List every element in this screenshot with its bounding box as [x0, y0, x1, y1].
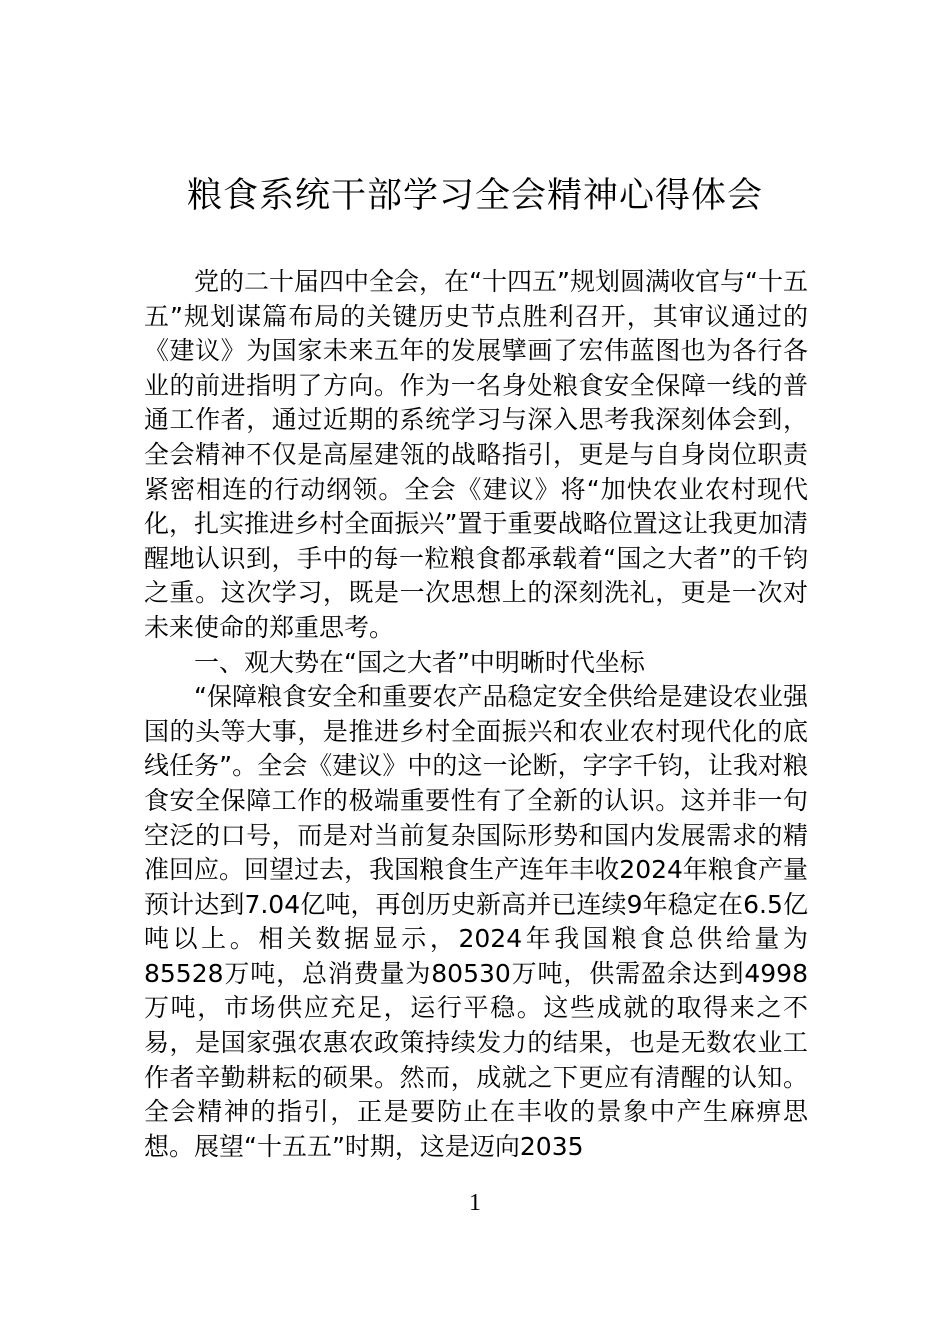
document-body — [144, 265, 808, 1164]
paragraph-section-1: “保障粮食安全和重要农产品稳定安全供给是建设农业强国的头等大事，是推进乡村全面振兴和农业农村现代化的底线任务”。全会《建议》中的这一论断，字字千钧，让我对粮食安全保障工作的极端重要性有了全新的认识。这并非一句空泛的口号，而是对当前复杂国际形势和国内发展需求的精准回应。回望过去，我国粮食生产连年丰收2024年粮食产量预计达到7.04亿吨，再创历史新高并已连续9年稳定在6.5亿吨以上。相关数据显示，2024年我国粮食总供给量为85528万吨，总消费量为80530万吨，供需盈余达到4998万吨，市场供应充足，运行平稳。这些成就的取得来之不易，是国家强农惠农政策持续发力的结果，也是无数农业工作者辛勤耕耘的硕果。然而，成就之下更应有清醒的认知。全会精神的指引，正是要防止在丰收的景象中产生麻痹思想。展望“十五五”时期，这是迈向2035 — [144, 682, 808, 1161]
document-title: 粮食系统干部学习全会精神心得体会 — [186, 176, 763, 216]
section-heading-1: 一、观大势在“国之大者”中明晰时代坐标 — [194, 647, 645, 677]
page-number: 1 — [469, 1190, 481, 1216]
paragraph-intro: 党的二十届四中全会，在“十四五”规划圆满收官与“十五五”规划谋篇布局的关键历史节点胜利召开，其审议通过的《建议》为国家未来五年的发展擘画了宏伟蓝图也为各行各业的前进指明了方向。作为一名身处粮食安全保障一线的普通工作者，通过近期的系统学习与深入思考我深刻体会到，全会精神不仅是高屋建瓴的战略指引，更是与自身岗位职责紧密相连的行动纲领。全会《建议》将“加快农业农村现代化，扎实推进乡村全面振兴”置于重要战略位置这让我更加清醒地认识到，手中的每一粒粮食都承载着“国之大者”的千钧之重。这次学习，既是一次思想上的深刻洗礼，更是一次对未来使命的郑重思考。 — [144, 267, 808, 642]
